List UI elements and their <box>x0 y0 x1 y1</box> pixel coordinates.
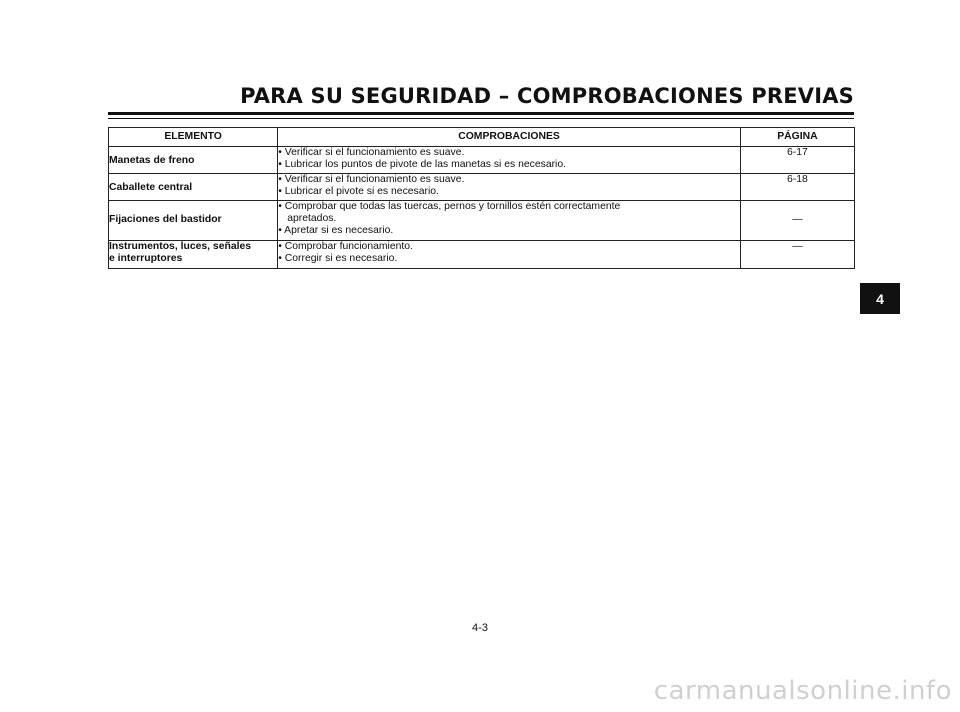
check-line: • Verificar si el funcionamiento es suave. <box>278 174 465 185</box>
table-row <box>109 241 855 269</box>
check-line: • Corregir si es necesario. <box>278 253 398 264</box>
watermark: carmanualsonline.info <box>653 676 952 706</box>
item-line: Instrumentos, luces, señales <box>109 241 252 252</box>
table-row <box>109 147 855 174</box>
check-line: • Verificar si el funcionamiento es suave. <box>278 147 465 158</box>
header-checks: COMPROBACIONES <box>278 128 741 147</box>
header-page: PÁGINA <box>740 128 854 147</box>
check-line: • Comprobar que todas las tuercas, pernos y tornillos estén correctamente <box>278 201 621 212</box>
row-page: — <box>740 241 854 269</box>
header-item: ELEMENTO <box>109 128 278 147</box>
pre-operation-checks-table <box>108 127 855 269</box>
title-rule-secondary <box>108 118 854 119</box>
row-checks <box>278 147 741 174</box>
chapter-tab: 4 <box>860 283 900 314</box>
row-item: Caballete central <box>109 174 278 201</box>
row-checks <box>278 241 741 269</box>
row-page: — <box>740 201 854 241</box>
check-line: • Comprobar funcionamiento. <box>278 241 413 252</box>
row-page: 6-17 <box>740 147 854 174</box>
row-page: 6-18 <box>740 174 854 201</box>
check-line: • Apretar si es necesario. <box>278 225 394 236</box>
row-item: Fijaciones del bastidor <box>109 201 278 241</box>
item-line: e interruptores <box>109 253 183 264</box>
check-line: • Lubricar el pivote si es necesario. <box>278 186 439 197</box>
page-title: PARA SU SEGURIDAD – COMPROBACIONES PREVIAS <box>240 84 854 108</box>
row-item <box>109 241 278 269</box>
check-line: apretados. <box>287 213 337 224</box>
row-item: Manetas de freno <box>109 147 278 174</box>
row-checks <box>278 174 741 201</box>
page-number: 4-3 <box>472 622 488 634</box>
table-row <box>109 201 855 241</box>
title-rule <box>108 112 854 115</box>
check-line: • Lubricar los puntos de pivote de las manetas si es necesario. <box>278 159 567 170</box>
table-header-row <box>109 128 855 147</box>
row-checks <box>278 201 741 241</box>
table-row <box>109 174 855 201</box>
